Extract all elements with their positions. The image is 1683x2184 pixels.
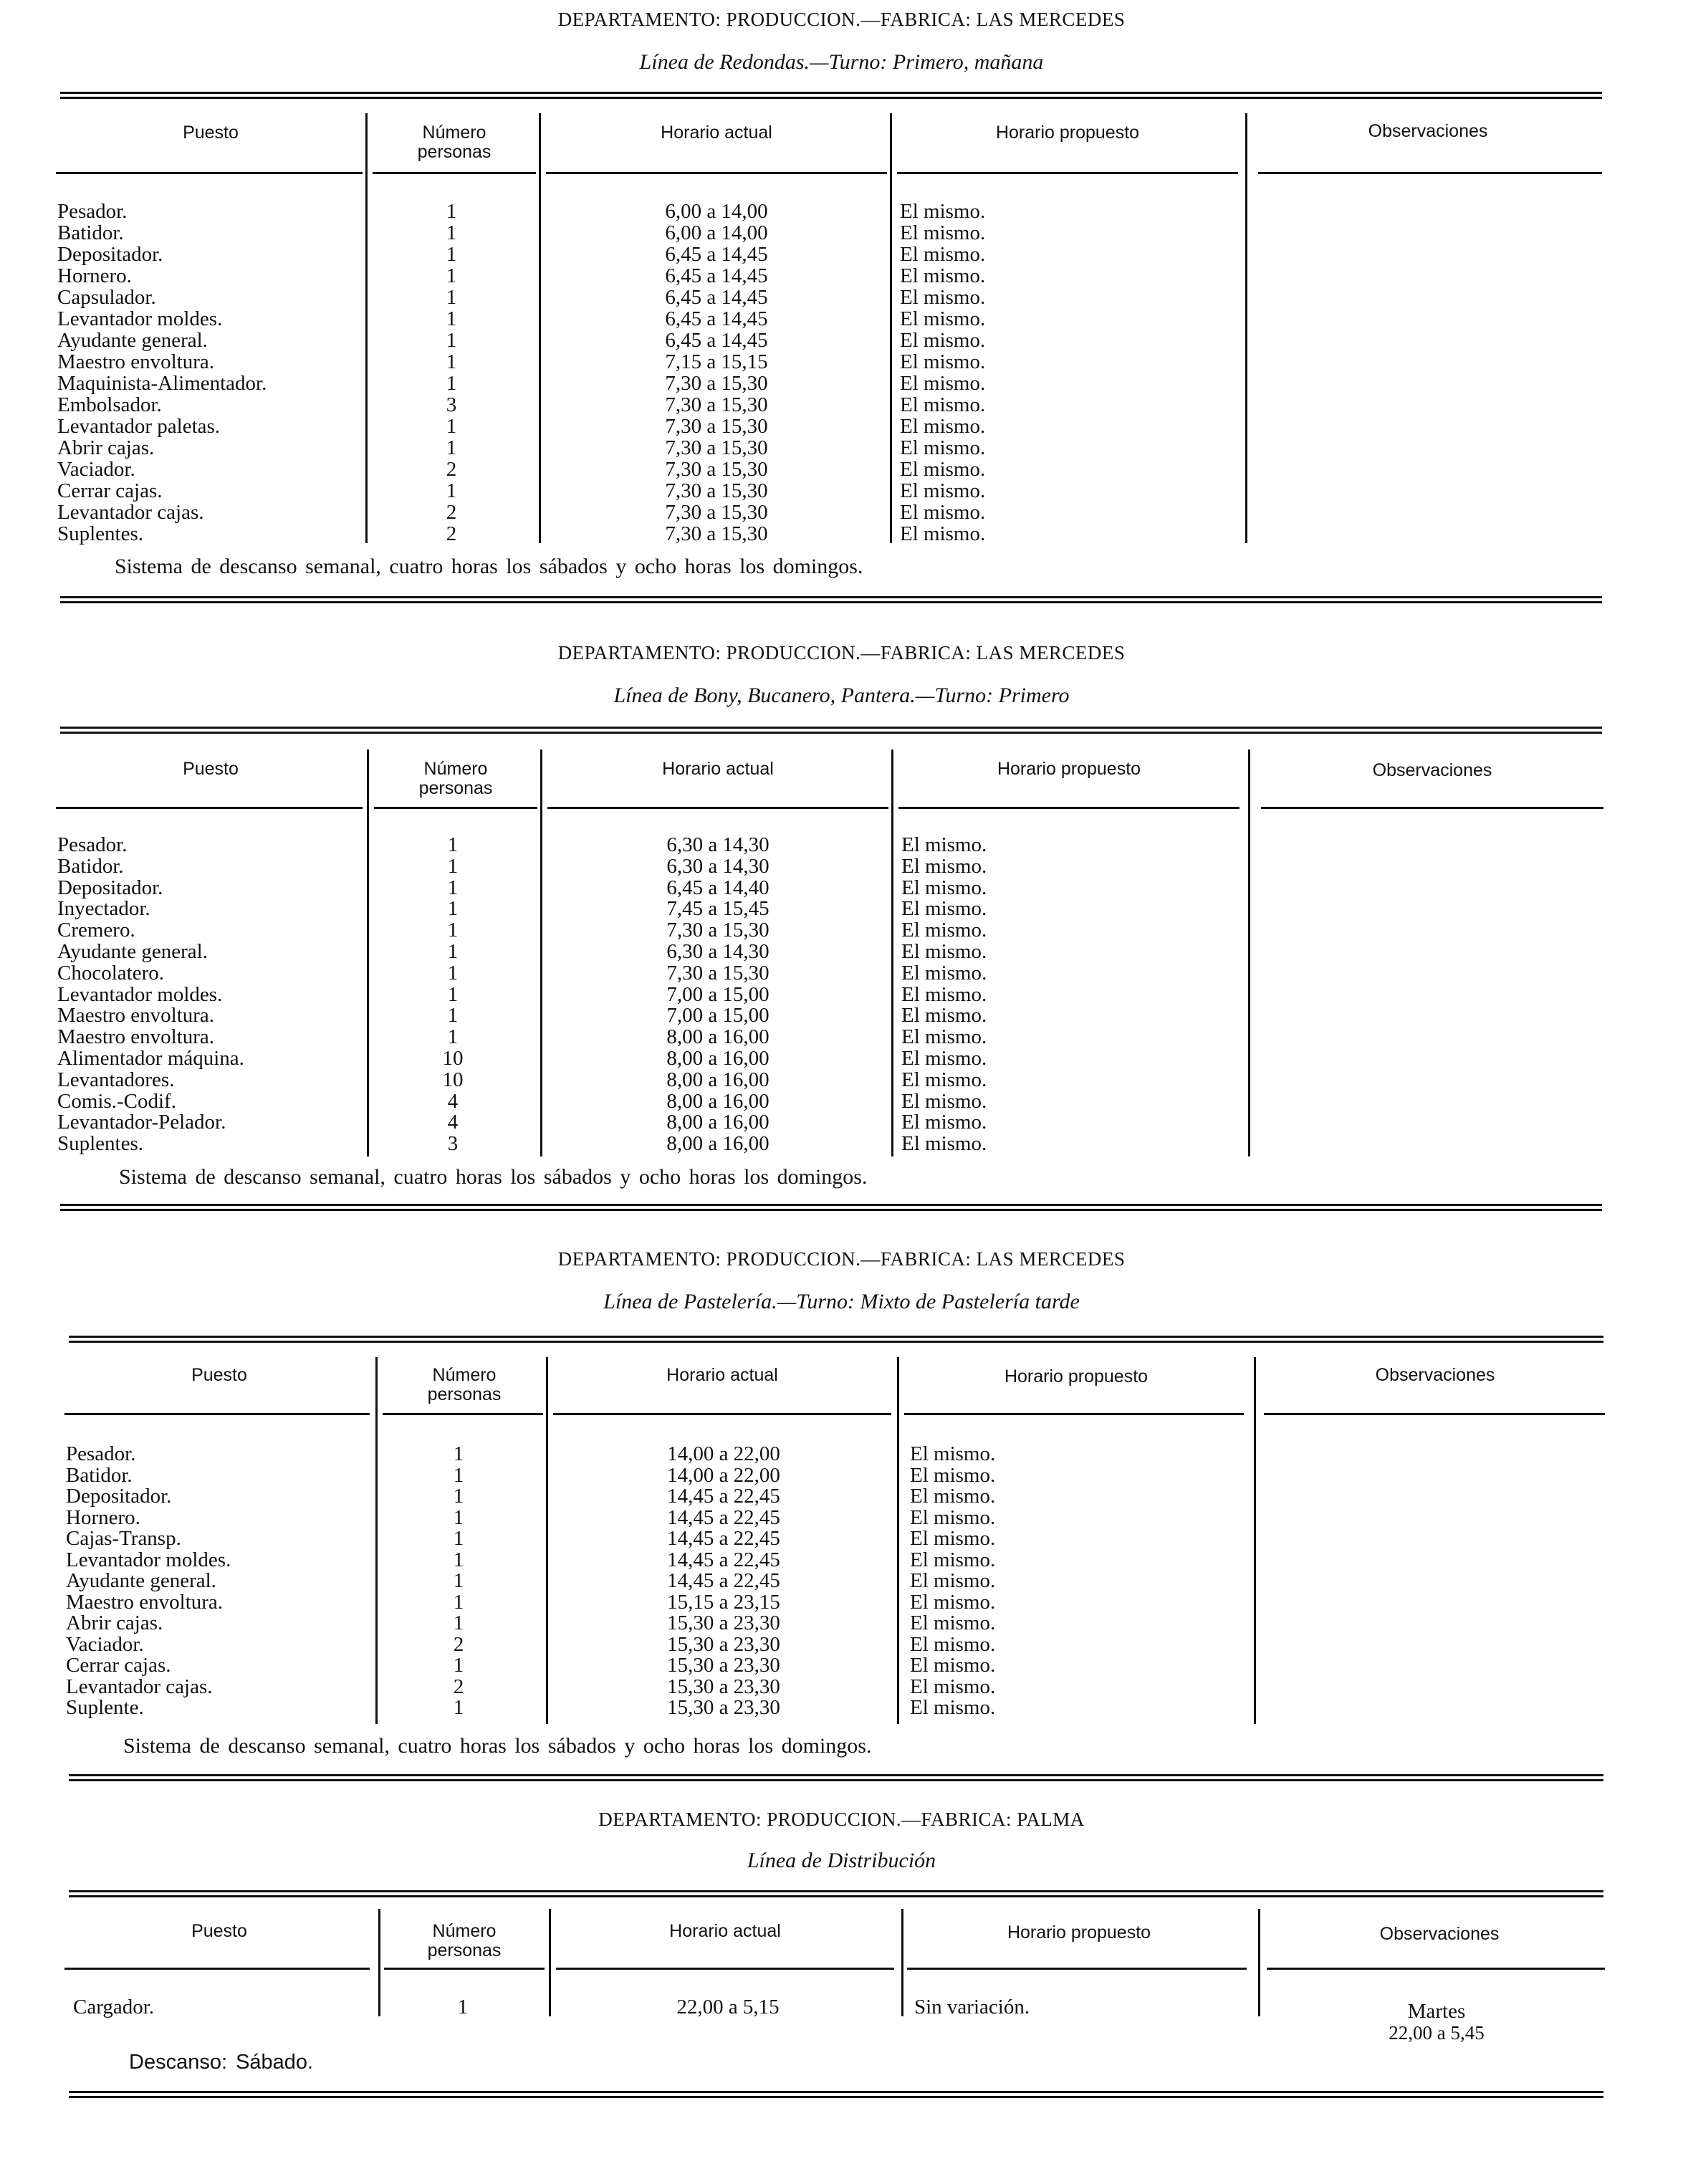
header-numero-line2: personas <box>417 142 492 162</box>
rest-note: Descanso: Sábado. <box>129 2051 314 2074</box>
cell-horario-propuesto: El mismo. <box>900 243 986 266</box>
cell-horario-actual: 7,45 a 15,45 <box>666 897 769 921</box>
header-rule <box>373 172 536 174</box>
cell-horario-actual: 6,45 a 14,45 <box>665 286 768 309</box>
cell-numero: 1 <box>453 1485 464 1508</box>
cell-numero: 1 <box>453 1548 464 1571</box>
cell-horario-propuesto: El mismo. <box>910 1505 996 1529</box>
cell-numero: 1 <box>453 1590 464 1614</box>
cell-horario-propuesto: El mismo. <box>900 264 986 287</box>
cell-numero: 1 <box>446 479 457 502</box>
cell-puesto: Ayudante general. <box>57 329 208 352</box>
cell-numero: 3 <box>447 1132 459 1156</box>
cell-horario-actual: 6,45 a 14,45 <box>665 243 768 266</box>
header-rule <box>907 1968 1247 1970</box>
cell-numero: 1 <box>453 1527 464 1550</box>
cell-puesto: Maestro envoltura. <box>57 1004 215 1028</box>
table-row <box>0 941 1683 962</box>
cell-numero: 1 <box>446 329 457 352</box>
cell-puesto: Levantador cajas. <box>57 501 204 524</box>
cell-horario-propuesto: El mismo. <box>901 1068 987 1091</box>
cell-puesto: Depositador. <box>66 1485 172 1508</box>
header-puesto: Puesto <box>191 1365 247 1385</box>
header-rule <box>546 172 887 174</box>
section-subtitle: Línea de Pastelería.—Turno: Mixto de Pastelería tarde <box>603 1290 1080 1313</box>
bottom-double-rule <box>69 2091 1603 2098</box>
cell-numero: 1 <box>453 1442 464 1465</box>
table-row <box>0 1697 1683 1718</box>
header-numero-line1: Número <box>422 123 486 143</box>
cell-horario-propuesto: El mismo. <box>910 1463 996 1487</box>
cell-horario-actual: 6,45 a 14,40 <box>666 876 769 899</box>
header-horario-propuesto: Horario propuesto <box>997 759 1141 779</box>
table-row <box>0 1465 1683 1486</box>
cell-puesto: Ayudante general. <box>66 1569 216 1592</box>
header-rule <box>897 172 1238 174</box>
cell-horario-actual: 6,00 a 14,00 <box>665 221 768 244</box>
cell-horario-actual: 14,45 a 22,45 <box>667 1505 780 1529</box>
bottom-double-rule <box>60 596 1602 603</box>
header-numero <box>370 760 542 798</box>
section-subtitle: Línea de Bony, Bucanero, Pantera.—Turno: Primero <box>613 684 1070 707</box>
cell-horario-actual: 7,30 a 15,30 <box>666 961 769 985</box>
cell-puesto: Maestro envoltura. <box>57 1025 215 1049</box>
table-row <box>0 1528 1683 1549</box>
header-rule <box>384 1968 545 1970</box>
table-row <box>0 351 1683 373</box>
cell-horario-actual: 6,30 a 14,30 <box>666 854 769 878</box>
header-numero <box>378 1922 550 1960</box>
cell-numero: 1 <box>446 286 457 309</box>
cell-puesto: Capsulador. <box>57 286 156 309</box>
cell-puesto: Suplente. <box>66 1696 144 1719</box>
cell-numero: 1 <box>446 350 457 373</box>
header-horario-propuesto: Horario propuesto <box>1007 1922 1151 1943</box>
cell-horario-propuesto: El mismo. <box>900 458 986 481</box>
cell-numero: 2 <box>453 1632 464 1656</box>
cell-puesto: Abrir cajas. <box>66 1611 163 1634</box>
cell-horario-propuesto: El mismo. <box>901 1111 987 1134</box>
cell-horario-propuesto: El mismo. <box>901 919 987 942</box>
cell-puesto: Maestro envoltura. <box>57 350 215 373</box>
cell-numero: 2 <box>446 501 457 524</box>
cell-horario-actual: 7,30 a 15,30 <box>665 372 768 395</box>
table-row <box>0 480 1683 502</box>
cell-horario-actual: 6,30 a 14,30 <box>666 833 769 856</box>
cell-horario-actual: 7,00 a 15,00 <box>666 982 769 1006</box>
cell-puesto: Pesador. <box>66 1442 136 1465</box>
cell-numero: 1 <box>447 1025 459 1049</box>
cell-horario-actual: 8,00 a 16,00 <box>666 1025 769 1049</box>
header-rule <box>1261 807 1603 809</box>
top-double-rule <box>69 1336 1603 1343</box>
cell-horario-propuesto: El mismo. <box>910 1696 996 1719</box>
observaciones-cell <box>1268 2001 1605 2044</box>
header-numero-line1: Número <box>423 759 488 779</box>
header-observaciones: Observaciones <box>1368 121 1488 141</box>
cell-horario-propuesto: El mismo. <box>901 876 987 899</box>
cell-horario-actual: 8,00 a 16,00 <box>666 1068 769 1091</box>
cell-numero: 1 <box>447 833 459 856</box>
cell-horario-actual: 8,00 a 16,00 <box>666 1089 769 1113</box>
cell-horario-propuesto: El mismo. <box>910 1675 996 1698</box>
cell-horario-actual: 7,30 a 15,30 <box>665 393 768 416</box>
cell-numero: 1 <box>446 200 457 223</box>
header-rule <box>374 807 537 809</box>
header-observaciones: Observaciones <box>1372 760 1492 780</box>
cell-horario-propuesto: El mismo. <box>901 940 987 963</box>
cell-horario-propuesto: El mismo. <box>901 1047 987 1070</box>
header-horario-actual: Horario actual <box>662 759 774 779</box>
cell-horario-propuesto: El mismo. <box>900 329 986 352</box>
cell-puesto: Cajas-Transp. <box>66 1527 181 1550</box>
cell-puesto: Embolsador. <box>57 393 162 416</box>
cell-numero: 1 <box>446 436 457 459</box>
cell-horario-actual: 15,30 a 23,30 <box>667 1654 780 1677</box>
cell-numero: 1 <box>447 919 459 942</box>
table-row <box>0 502 1683 523</box>
cell-horario-propuesto: El mismo. <box>910 1590 996 1614</box>
cell-puesto: Levantador moldes. <box>57 307 223 330</box>
cell-horario-propuesto: El mismo. <box>901 897 987 921</box>
header-horario-propuesto: Horario propuesto <box>1004 1366 1149 1386</box>
cell-numero: 2 <box>446 522 457 545</box>
bottom-double-rule <box>60 1204 1602 1211</box>
header-numero-line2: personas <box>418 778 493 798</box>
cell-puesto: Levantador-Pelador. <box>57 1111 226 1134</box>
header-rule <box>1264 1413 1605 1415</box>
cell-puesto: Ayudante general. <box>57 940 208 963</box>
cell-numero: 1 <box>453 1696 464 1719</box>
header-numero <box>378 1366 550 1404</box>
table-row <box>0 1612 1683 1634</box>
cell-horario-propuesto: El mismo. <box>900 200 986 223</box>
cell-puesto: Cerrar cajas. <box>66 1654 171 1677</box>
table-row <box>0 1443 1683 1465</box>
cell-horario-propuesto: El mismo. <box>900 286 986 309</box>
cell-horario-propuesto: Sin variación. <box>914 1996 1030 2018</box>
table-row <box>0 437 1683 459</box>
table-row <box>0 330 1683 351</box>
cell-puesto: Alimentador máquina. <box>57 1047 244 1070</box>
cell-horario-actual: 6,45 a 14,45 <box>665 307 768 330</box>
cell-numero: 1 <box>447 1004 459 1028</box>
cell-horario-propuesto: El mismo. <box>900 501 986 524</box>
cell-puesto: Batidor. <box>57 221 124 244</box>
cell-numero: 1 <box>446 307 457 330</box>
cell-horario-propuesto: El mismo. <box>901 982 987 1006</box>
cell-horario-actual: 8,00 a 16,00 <box>666 1047 769 1070</box>
cell-horario-actual: 14,45 a 22,45 <box>667 1548 780 1571</box>
cell-puesto: Vaciador. <box>66 1632 144 1656</box>
table-row <box>0 1026 1683 1048</box>
cell-puesto: Comis.-Codif. <box>57 1089 176 1113</box>
cell-horario-actual: 14,45 a 22,45 <box>667 1527 780 1550</box>
department-title: DEPARTAMENTO: PRODUCCION.—FABRICA: PALMA <box>598 1809 1085 1830</box>
table-row <box>0 1005 1683 1026</box>
cell-numero: 1 <box>446 415 457 438</box>
cell-horario-propuesto: El mismo. <box>900 372 986 395</box>
table-row <box>0 394 1683 416</box>
cell-puesto: Cerrar cajas. <box>57 479 163 502</box>
table-row <box>0 1111 1683 1133</box>
header-rule <box>1267 1968 1605 1970</box>
cell-puesto: Hornero. <box>66 1505 140 1529</box>
table-row <box>0 244 1683 265</box>
section-subtitle: Línea de Redondas.—Turno: Primero, mañana <box>639 50 1044 74</box>
top-double-rule <box>69 1890 1603 1897</box>
cell-numero: 1 <box>446 372 457 395</box>
cell-horario-propuesto: El mismo. <box>900 221 986 244</box>
cell-horario-actual: 15,30 a 23,30 <box>667 1611 780 1634</box>
rest-note: Sistema de descanso semanal, cuatro horas los sábados y ocho horas los domingos. <box>115 555 863 578</box>
cell-horario-propuesto: El mismo. <box>901 1004 987 1028</box>
cell-numero: 1 <box>447 854 459 878</box>
header-puesto: Puesto <box>183 123 239 143</box>
cell-numero: 1 <box>453 1505 464 1529</box>
cell-horario-actual: 7,15 a 15,15 <box>665 350 768 373</box>
section-subtitle: Línea de Distribución <box>747 1849 936 1872</box>
table-row <box>0 877 1683 899</box>
cell-puesto: Levantador paletas. <box>57 415 221 438</box>
cell-horario-actual: 22,00 a 5,15 <box>676 1996 780 2018</box>
table-row <box>0 962 1683 984</box>
header-horario-actual: Horario actual <box>666 1365 778 1385</box>
header-numero <box>368 123 540 162</box>
cell-numero: 1 <box>446 264 457 287</box>
table-row <box>0 222 1683 244</box>
table-row <box>0 1133 1683 1154</box>
cell-puesto: Vaciador. <box>57 458 135 481</box>
table-row <box>0 1069 1683 1091</box>
header-numero-line1: Número <box>432 1365 497 1385</box>
cell-horario-actual: 7,30 a 15,30 <box>665 522 768 545</box>
cell-horario-actual: 15,15 a 23,15 <box>667 1590 780 1614</box>
cell-horario-actual: 6,30 a 14,30 <box>666 940 769 963</box>
cell-numero: 1 <box>453 1569 464 1592</box>
cell-numero: 1 <box>457 1996 469 2018</box>
table-row <box>0 308 1683 330</box>
cell-puesto: Chocolatero. <box>57 961 164 985</box>
cell-puesto: Cargador. <box>73 1996 155 2018</box>
table-row <box>0 984 1683 1005</box>
header-horario-actual: Horario actual <box>661 123 772 143</box>
table-row <box>0 1485 1683 1507</box>
table-row <box>0 201 1683 222</box>
cell-horario-propuesto: El mismo. <box>901 833 987 856</box>
cell-horario-actual: 15,30 a 23,30 <box>667 1696 780 1719</box>
table-row <box>0 919 1683 941</box>
cell-horario-propuesto: El mismo. <box>900 415 986 438</box>
cell-horario-actual: 14,00 a 22,00 <box>667 1463 780 1487</box>
cell-puesto: Depositador. <box>57 876 163 899</box>
department-title: DEPARTAMENTO: PRODUCCION.—FABRICA: LAS MERCEDES <box>557 9 1126 30</box>
header-observaciones: Observaciones <box>1375 1365 1495 1385</box>
table-row <box>0 834 1683 856</box>
table-row <box>0 1048 1683 1069</box>
top-double-rule <box>60 727 1602 734</box>
cell-numero: 2 <box>446 458 457 481</box>
cell-horario-actual: 7,30 a 15,30 <box>666 919 769 942</box>
observaciones-line1: Martes <box>1407 2000 1466 2023</box>
cell-horario-actual: 7,30 a 15,30 <box>665 415 768 438</box>
header-puesto: Puesto <box>191 1921 247 1941</box>
table-row <box>0 1591 1683 1613</box>
cell-puesto: Levantador moldes. <box>66 1548 231 1571</box>
cell-horario-propuesto: El mismo. <box>900 436 986 459</box>
cell-puesto: Inyectador. <box>57 897 150 921</box>
cell-horario-propuesto: El mismo. <box>901 854 987 878</box>
table-row <box>0 1676 1683 1697</box>
rest-note: Sistema de descanso semanal, cuatro horas los sábados y ocho horas los domingos. <box>123 1734 872 1758</box>
cell-horario-propuesto: El mismo. <box>900 307 986 330</box>
top-double-rule <box>60 92 1602 99</box>
header-rule <box>556 1968 894 1970</box>
cell-numero: 1 <box>447 897 459 921</box>
cell-puesto: Levantador moldes. <box>57 982 223 1006</box>
table-row <box>0 287 1683 308</box>
cell-puesto: Levantador cajas. <box>66 1675 213 1698</box>
cell-horario-propuesto: El mismo. <box>900 393 986 416</box>
cell-numero: 1 <box>447 982 459 1006</box>
table-row <box>0 416 1683 437</box>
observaciones-line2: 22,00 a 5,45 <box>1389 2022 1485 2044</box>
cell-numero: 4 <box>447 1111 459 1134</box>
cell-puesto: Pesador. <box>57 200 128 223</box>
table-row <box>0 856 1683 877</box>
cell-numero: 1 <box>447 940 459 963</box>
cell-horario-actual: 14,00 a 22,00 <box>667 1442 780 1465</box>
header-rule <box>383 1413 543 1415</box>
cell-horario-actual: 6,45 a 14,45 <box>665 264 768 287</box>
header-observaciones: Observaciones <box>1379 1924 1500 1944</box>
cell-horario-actual: 8,00 a 16,00 <box>666 1111 769 1134</box>
cell-numero: 3 <box>446 393 457 416</box>
cell-puesto: Maquinista-Alimentador. <box>57 372 267 395</box>
cell-horario-propuesto: El mismo. <box>910 1611 996 1634</box>
header-rule <box>64 1413 370 1415</box>
table-row <box>0 1507 1683 1528</box>
cell-horario-actual: 7,30 a 15,30 <box>665 501 768 524</box>
cell-puesto: Suplentes. <box>57 522 144 545</box>
cell-puesto: Cremero. <box>57 919 135 942</box>
cell-horario-actual: 14,45 a 22,45 <box>667 1485 780 1508</box>
cell-horario-actual: 15,30 a 23,30 <box>667 1675 780 1698</box>
cell-puesto: Pesador. <box>57 833 128 856</box>
cell-puesto: Depositador. <box>57 243 163 266</box>
table-row <box>0 459 1683 480</box>
cell-horario-actual: 6,45 a 14,45 <box>665 329 768 352</box>
table-row <box>0 1549 1683 1571</box>
cell-horario-propuesto: El mismo. <box>910 1548 996 1571</box>
cell-numero: 1 <box>453 1654 464 1677</box>
cell-numero: 2 <box>453 1675 464 1698</box>
header-rule <box>56 172 363 174</box>
header-rule <box>547 807 888 809</box>
cell-horario-propuesto: El mismo. <box>901 1089 987 1113</box>
cell-numero: 1 <box>447 876 459 899</box>
header-rule <box>1258 172 1602 174</box>
cell-puesto: Abrir cajas. <box>57 436 155 459</box>
cell-numero: 1 <box>453 1463 464 1487</box>
header-numero-line2: personas <box>427 1384 502 1404</box>
table-row <box>0 1091 1683 1112</box>
cell-horario-propuesto: El mismo. <box>910 1442 996 1465</box>
cell-puesto: Suplentes. <box>57 1132 144 1156</box>
cell-horario-actual: 15,30 a 23,30 <box>667 1632 780 1656</box>
cell-puesto: Maestro envoltura. <box>66 1590 224 1614</box>
cell-horario-actual: 7,30 a 15,30 <box>665 458 768 481</box>
cell-horario-propuesto: El mismo. <box>900 522 986 545</box>
cell-numero: 1 <box>453 1611 464 1634</box>
cell-numero: 1 <box>446 243 457 266</box>
cell-horario-propuesto: El mismo. <box>910 1527 996 1550</box>
cell-horario-propuesto: El mismo. <box>900 479 986 502</box>
cell-numero: 10 <box>442 1047 464 1070</box>
cell-horario-actual: 8,00 a 16,00 <box>666 1132 769 1156</box>
header-rule <box>553 1413 891 1415</box>
cell-horario-propuesto: El mismo. <box>910 1485 996 1508</box>
cell-numero: 4 <box>447 1089 459 1113</box>
table-row <box>0 265 1683 287</box>
table-row <box>0 523 1683 545</box>
cell-horario-propuesto: El mismo. <box>901 1132 987 1156</box>
cell-horario-actual: 6,00 a 14,00 <box>665 200 768 223</box>
cell-numero: 10 <box>442 1068 464 1091</box>
cell-horario-propuesto: El mismo. <box>910 1654 996 1677</box>
cell-horario-propuesto: El mismo. <box>910 1569 996 1592</box>
cell-numero: 1 <box>447 961 459 985</box>
cell-puesto: Batidor. <box>57 854 124 878</box>
header-numero-line1: Número <box>432 1921 497 1941</box>
header-rule <box>56 807 363 809</box>
header-rule <box>898 807 1240 809</box>
table-row <box>0 1634 1683 1655</box>
cell-puesto: Levantadores. <box>57 1068 175 1091</box>
cell-puesto: Hornero. <box>57 264 132 287</box>
header-puesto: Puesto <box>183 759 239 779</box>
header-horario-propuesto: Horario propuesto <box>995 123 1140 143</box>
cell-horario-actual: 7,30 a 15,30 <box>665 436 768 459</box>
cell-horario-propuesto: El mismo. <box>901 961 987 985</box>
cell-horario-propuesto: El mismo. <box>901 1025 987 1049</box>
cell-horario-actual: 7,30 a 15,30 <box>665 479 768 502</box>
table-row <box>0 1570 1683 1591</box>
table-row <box>0 898 1683 919</box>
rest-note: Sistema de descanso semanal, cuatro horas los sábados y ocho horas los domingos. <box>119 1165 868 1189</box>
cell-horario-propuesto: El mismo. <box>900 350 986 373</box>
cell-horario-actual: 14,45 a 22,45 <box>667 1569 780 1592</box>
header-rule <box>64 1968 370 1970</box>
table-row <box>0 1654 1683 1676</box>
cell-horario-propuesto: El mismo. <box>910 1632 996 1656</box>
cell-numero: 1 <box>446 221 457 244</box>
bottom-double-rule <box>69 1774 1603 1781</box>
department-title: DEPARTAMENTO: PRODUCCION.—FABRICA: LAS MERCEDES <box>557 1248 1126 1270</box>
department-title: DEPARTAMENTO: PRODUCCION.—FABRICA: LAS MERCEDES <box>557 642 1126 664</box>
header-numero-line2: personas <box>427 1940 502 1960</box>
cell-puesto: Batidor. <box>66 1463 133 1487</box>
header-horario-actual: Horario actual <box>669 1921 781 1941</box>
table-row <box>0 373 1683 394</box>
header-rule <box>904 1413 1244 1415</box>
cell-horario-actual: 7,00 a 15,00 <box>666 1004 769 1028</box>
